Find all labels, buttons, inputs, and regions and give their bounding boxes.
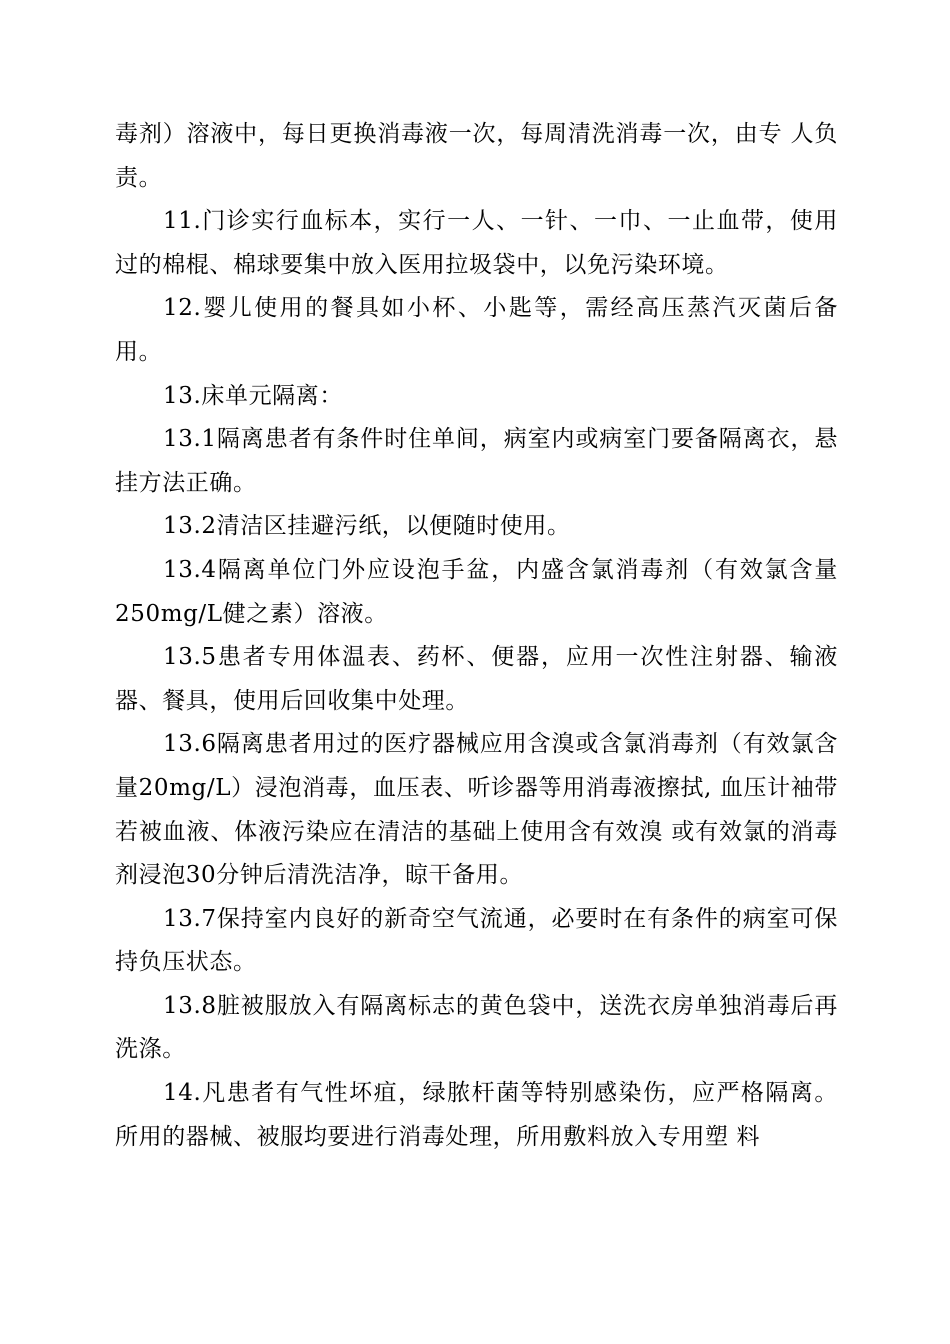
paragraph: 14.凡患者有气性坏疽，绿脓杆菌等特别感染伤，应严格隔离。所用的器械、被服均要进行消毒处理，所用敷料放入专用塑 料: [115, 1080, 838, 1150]
paragraph: 11.门诊实行血标本，实行一人、一针、一巾、一止血带，使用过的棉棍、棉球要集中放入医用拉圾袋中，以免污染环境。: [115, 208, 838, 278]
paragraph: 13.5患者专用体温表、药杯、便器，应用一次性注射器、输液器、餐具，使用后回收集中处理。: [115, 644, 838, 714]
paragraph: 13.1隔离患者有条件时住单间，病室内或病室门要备隔离衣，悬挂方法正确。: [115, 426, 838, 496]
paragraph: 13.7保持室内良好的新奇空气流通，必要时在有条件的病室可保持负压状态。: [115, 905, 838, 976]
paragraph: 13.4隔离单位门外应设泡手盆，内盛含氯消毒剂（有效氯含量250mg/L健之素）溶液。: [115, 556, 838, 627]
document-page: [115, 113, 838, 1159]
section-heading: 13.床单元隔离：: [163, 382, 343, 409]
paragraph: 毒剂）溶液中，每日更换消毒液一次，每周清洗消毒一次，由专 人负责。: [115, 121, 838, 191]
paragraph: 12.婴儿使用的餐具如小杯、小匙等，需经高压蒸汽灭菌后备用。: [115, 295, 838, 365]
paragraph: 13.6隔离患者用过的医疗器械应用含溴或含氯消毒剂（有效氯含量20mg/L）浸泡消毒，血压表、听诊器等用消毒液擦拭, 血压计袖带若被血液、体液污染应在清洁的基础上使用含有效溴 或有效氯的消毒剂浸泡30分钟后清洗洁净，晾干备用。: [115, 731, 838, 889]
paragraph: 13.2清洁区挂避污纸，以便随时使用。: [163, 513, 571, 540]
paragraph: 13.8脏被服放入有隔离标志的黄色袋中，送洗衣房单独消毒后再洗涤。: [115, 992, 838, 1063]
